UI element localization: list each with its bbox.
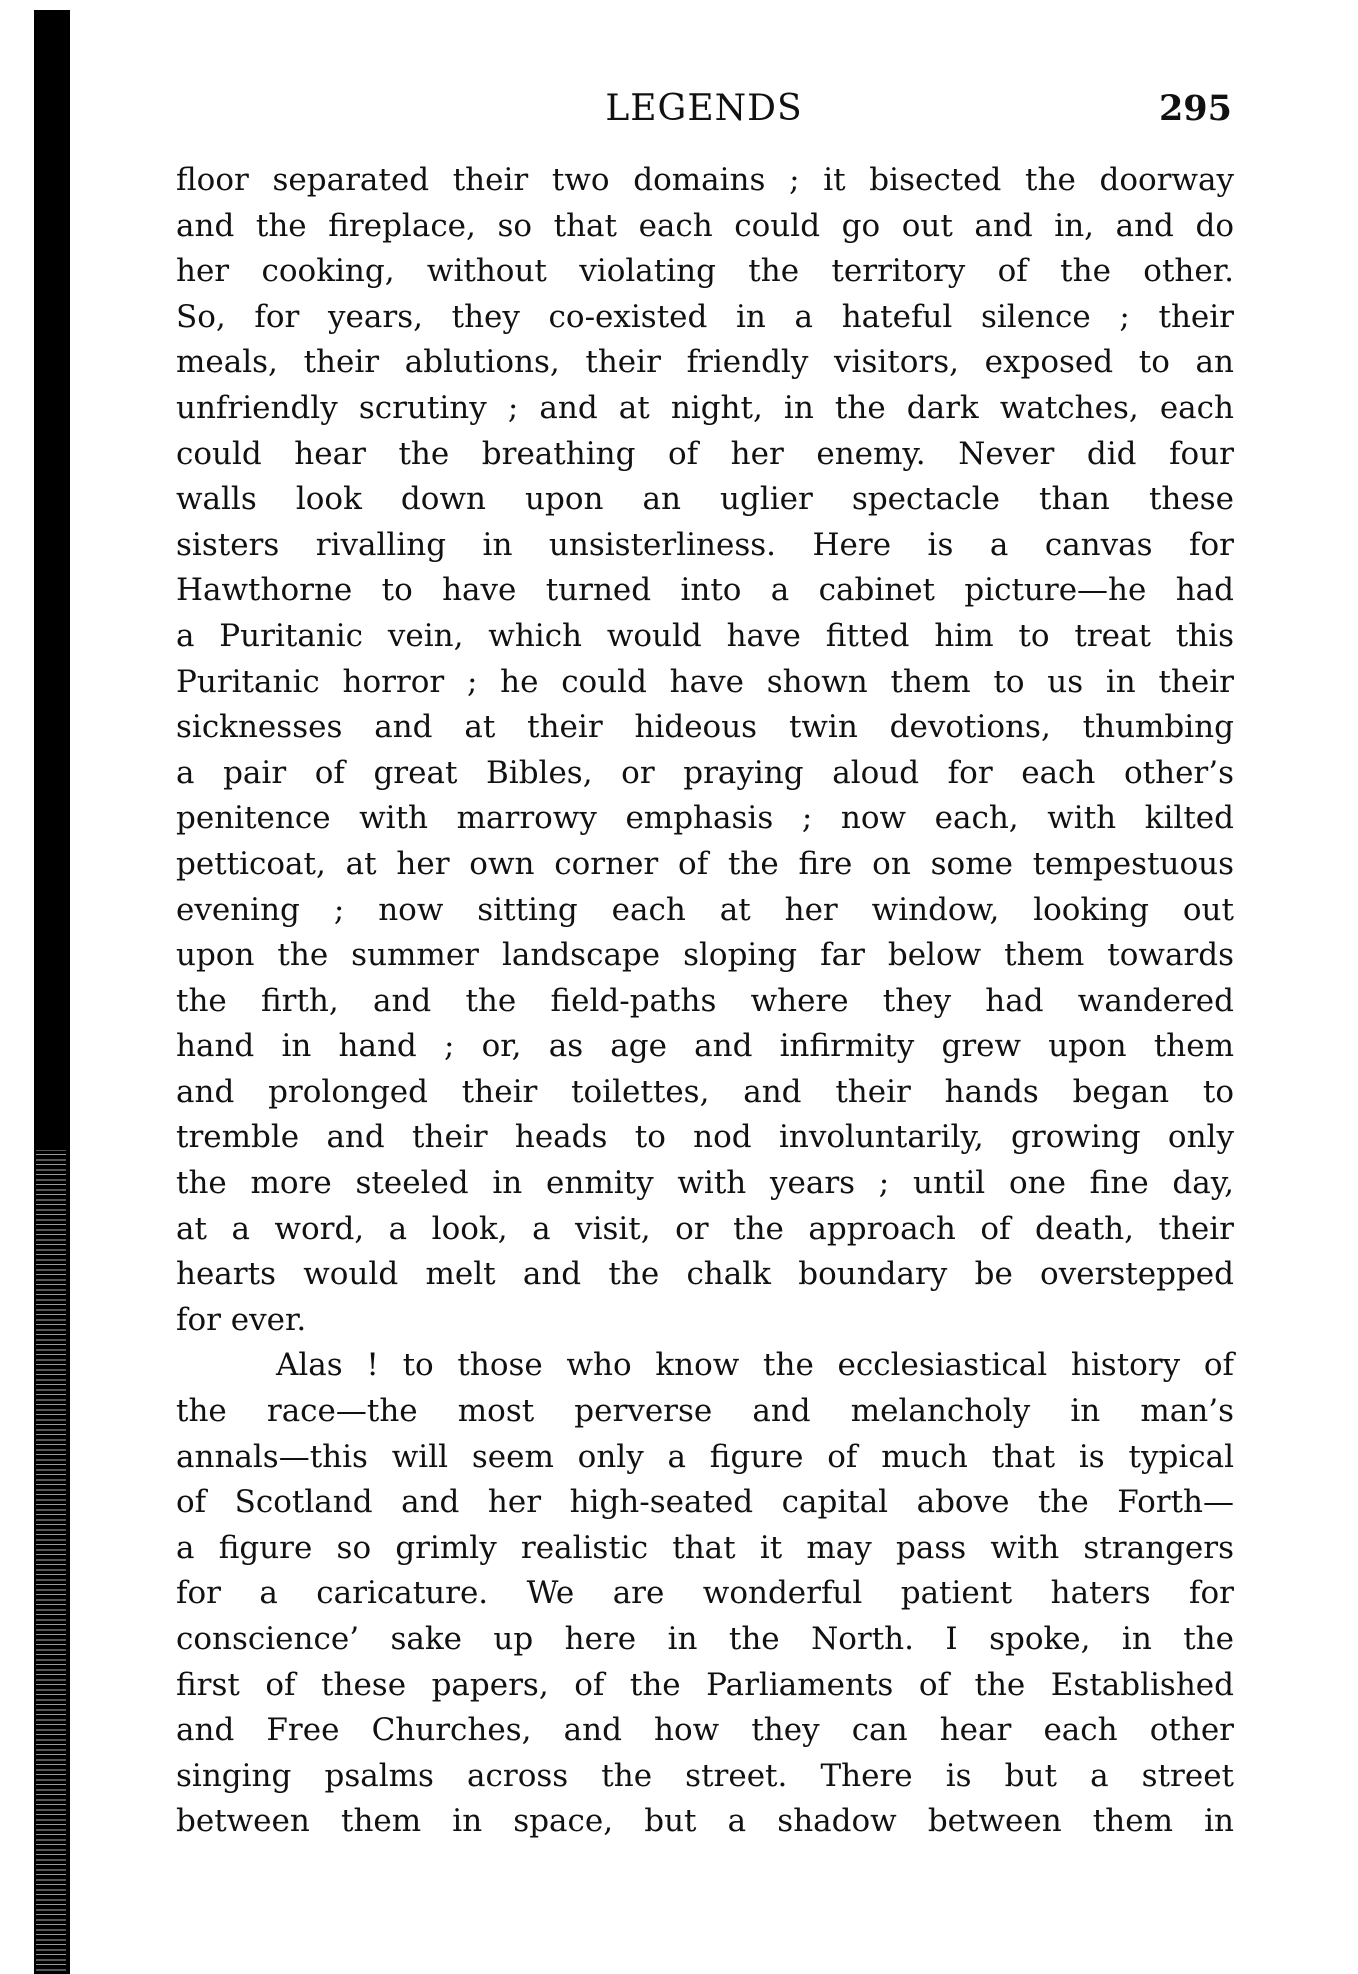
- text-line: floor separated their two domains ; it bisected the doorway: [176, 162, 1234, 198]
- text-line: a pair of great Bibles, or praying aloud for each other’s: [176, 754, 1234, 791]
- text-line: sicknesses and at their hideous twin devotions, thumbing: [176, 709, 1234, 746]
- text-line: unfriendly scrutiny ; and at night, in the dark watches, each: [176, 389, 1234, 426]
- text-line: hearts would melt and the chalk boundary be overstepped: [176, 1256, 1234, 1293]
- text-line: sisters rivalling in unsisterliness. Here is a canvas for: [176, 526, 1234, 563]
- text-line: walls look down upon an uglier spectacle than these: [176, 481, 1234, 518]
- text-line: tremble and their heads to nod involuntarily, growing only: [176, 1119, 1234, 1156]
- text-line: Alas ! to those who know the ecclesiastical history of: [276, 1347, 1234, 1384]
- text-line: meals, their ablutions, their friendly visitors, exposed to an: [176, 344, 1234, 381]
- text-line: could hear the breathing of her enemy. Never did four: [176, 435, 1234, 472]
- text-line: between them in space, but a shadow between them in: [176, 1803, 1234, 1840]
- text-line: first of these papers, of the Parliaments of the Established: [176, 1666, 1234, 1703]
- text-line: and the fireplace, so that each could go out and in, and do: [176, 207, 1234, 244]
- text-line: Hawthorne to have turned into a cabinet picture—he had: [176, 572, 1234, 609]
- text-line: and prolonged their toilettes, and their hands began to: [176, 1073, 1234, 1110]
- text-line: upon the summer landscape sloping far below them towards: [176, 937, 1234, 974]
- text-line: petticoat, at her own corner of the fire on some tempestuous: [176, 845, 1234, 882]
- text-line: her cooking, without violating the territory of the other.: [176, 253, 1234, 290]
- text-line: the firth, and the field-paths where they had wandered: [176, 982, 1234, 1019]
- text-line: conscience’ sake up here in the North. I spoke, in the: [176, 1621, 1234, 1657]
- text-line: and Free Churches, and how they can hear each other: [176, 1712, 1234, 1749]
- text-line: So, for years, they co-existed in a hateful silence ; their: [176, 298, 1234, 335]
- page-header: [176, 88, 1232, 138]
- text-line: singing psalms across the street. There is but a street: [176, 1757, 1234, 1794]
- text-line: hand in hand ; or, as age and infirmity grew upon them: [176, 1028, 1234, 1065]
- text-line: the more steeled in enmity with years ; until one fine day,: [176, 1165, 1234, 1202]
- text-line: at a word, a look, a visit, or the approach of death, their: [176, 1210, 1234, 1247]
- text-line: of Scotland and her high-seated capital above the Forth—: [176, 1484, 1234, 1521]
- running-head: LEGENDS: [605, 88, 803, 129]
- text-line: for ever.: [176, 1301, 307, 1338]
- body-text: [176, 158, 1234, 1845]
- text-line: annals—this will seem only a figure of much that is typical: [176, 1438, 1234, 1475]
- scan-binding-speckle: [36, 1150, 66, 1974]
- text-line: evening ; now sitting each at her window, looking out: [176, 891, 1234, 928]
- text-line: the race—the most perverse and melancholy in man’s: [176, 1393, 1234, 1430]
- text-line: penitence with marrowy emphasis ; now each, with kilted: [176, 800, 1234, 837]
- text-line: a figure so grimly realistic that it may pass with strangers: [176, 1529, 1234, 1566]
- text-line: for a caricature. We are wonderful patient haters for: [176, 1575, 1234, 1612]
- text-line: a Puritanic vein, which would have fitted him to treat this: [176, 617, 1234, 654]
- text-line: Puritanic horror ; he could have shown them to us in their: [176, 663, 1234, 700]
- page-number: 295: [1158, 88, 1232, 129]
